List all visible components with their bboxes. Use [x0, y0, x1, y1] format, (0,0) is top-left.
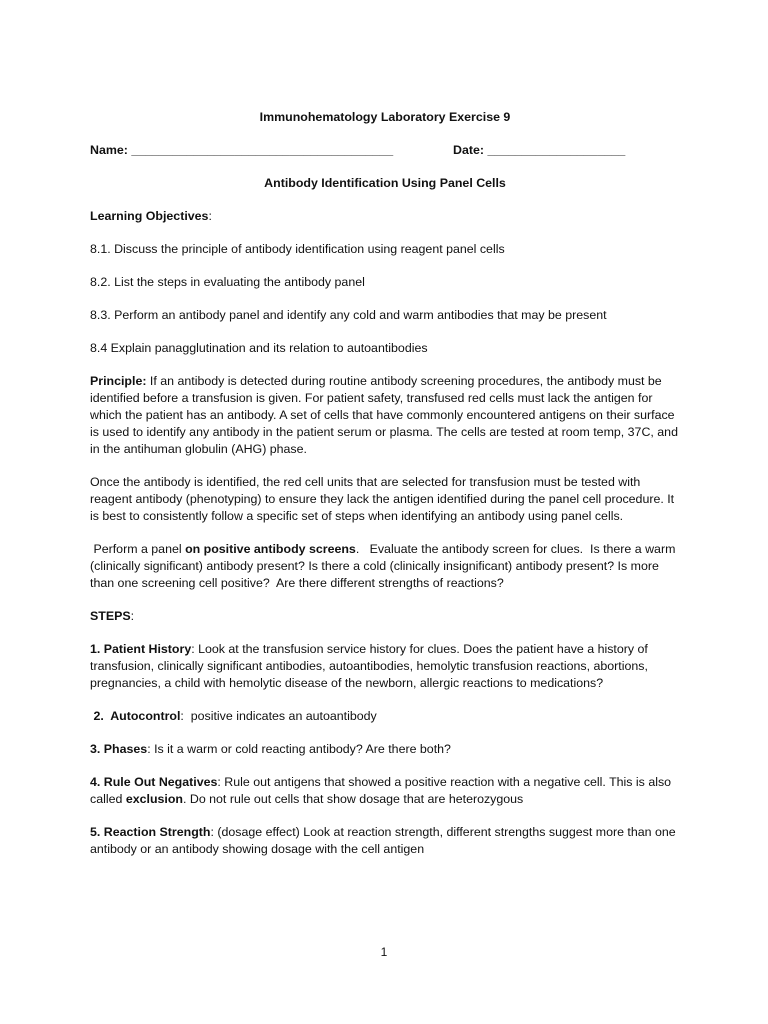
principle-label: Principle:	[90, 374, 147, 388]
steps-heading	[90, 608, 680, 625]
page-number: 1	[380, 945, 388, 959]
objectives-heading	[90, 208, 680, 225]
name-field	[90, 143, 393, 157]
step-4-label: 4. Rule Out Negatives	[90, 775, 218, 789]
objectives-heading-text: Learning Objectives	[90, 209, 209, 223]
date-field	[453, 142, 625, 159]
step-5-label: 5. Reaction Strength	[90, 825, 211, 839]
identification-paragraph: Once the antibody is identified, the red cell units that are selected for transfusion must be tested with reagent antibody (phenotyping) to ensure they lack the antigen identified during the panel cell procedure. It is best to consistently follow a specific set of steps when identifying an antibody using panel cells.	[90, 475, 675, 523]
step-4-bold: exclusion	[125, 792, 183, 806]
principle-paragraph	[90, 373, 680, 458]
step-3-text: : Is it a warm or cold reacting antibody? Are there both?	[147, 742, 451, 756]
steps-heading-colon: :	[130, 609, 135, 623]
step-3	[90, 741, 680, 758]
document-title: Immunohematology Laboratory Exercise 9	[259, 110, 511, 124]
name-label: Name:	[90, 143, 128, 157]
step-5-text: : (dosage effect) Look at reaction strength, different strengths suggest more than one antibody or an antibody showing dosage with the cell antigen	[90, 825, 676, 856]
step-4-text-a: : Rule out antigens that showed a positive reaction with a negative cell. This is also called	[90, 775, 672, 806]
document-body	[90, 109, 680, 874]
date-label: Date:	[453, 143, 484, 157]
step-2-text: : positive indicates an autoantibody	[180, 709, 377, 723]
step-2-label: 2. Autocontrol	[90, 709, 181, 723]
step-1-label: 1. Patient History	[90, 642, 192, 656]
step-2	[90, 708, 680, 725]
objective-item: 8.4 Explain panagglutination and its relation to autoantibodies	[90, 341, 428, 355]
step-1-text: : Look at the transfusion service history for clues. Does the patient have a history of transfusion, clinically significant antibodies, autoantibodies, hemolytic transfusion reactions, abortions, pregnancies, a child with hemolytic disease of the newborn, allergic reactions to medications?	[90, 642, 648, 690]
steps-heading-text: STEPS	[90, 609, 131, 623]
panel-paragraph	[90, 541, 680, 592]
principle-text: If an antibody is detected during routine antibody screening procedures, the antibody must be identified before a transfusion is given. For patient safety, transfused red cells must lack the antigen for which the patient has an antibody. A set of cells that have commonly encountered antigens on their surface is used to identify any antibody in the patient serum or plasma. The cells are tested at room temp, 37C, and in the antihuman globulin (AHG) phase.	[90, 374, 678, 456]
step-4-text-b: . Do not rule out cells that show dosage that are heterozygous	[182, 792, 524, 806]
panel-suffix: . Evaluate the antibody screen for clues. Is there a warm (clinically significant) antibody present? Is there a cold (clinically insignificant) antibody present? Is more than one screening cell positive? Are there different strengths of reactions?	[90, 542, 679, 590]
step-1	[90, 641, 680, 692]
panel-prefix: Perform a panel	[90, 542, 186, 556]
document-subtitle: Antibody Identification Using Panel Cells	[264, 176, 506, 190]
panel-bold: on positive antibody screens	[185, 542, 356, 556]
objective-item: 8.2. List the steps in evaluating the antibody panel	[90, 275, 365, 289]
objectives-heading-colon: :	[208, 209, 212, 223]
name-date-row	[90, 142, 680, 159]
step-3-label: 3. Phases	[90, 742, 148, 756]
objective-item: 8.1. Discuss the principle of antibody identification using reagent panel cells	[90, 242, 505, 256]
date-blank-line: ____________________	[487, 143, 626, 157]
name-blank-line: ______________________________________	[131, 143, 394, 157]
step-4	[90, 774, 680, 808]
objective-item: 8.3. Perform an antibody panel and identify any cold and warm antibodies that may be present	[90, 308, 607, 322]
step-5	[90, 824, 680, 858]
